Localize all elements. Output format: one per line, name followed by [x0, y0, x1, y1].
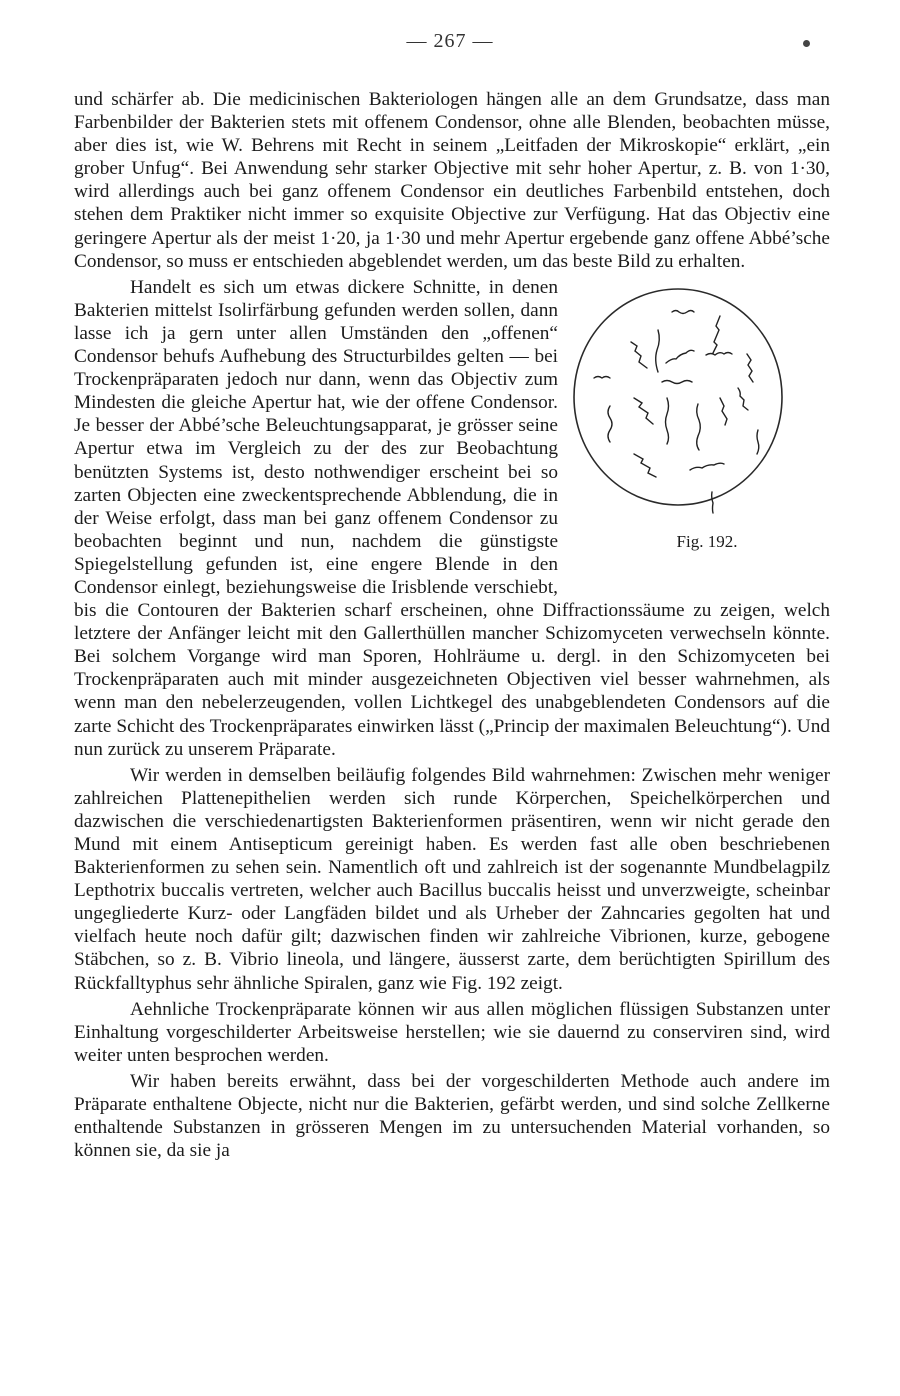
paragraph-2 [74, 276, 830, 761]
bacteria-micrograph-illustration [572, 286, 786, 526]
vibrio [634, 398, 653, 424]
vibrio [747, 354, 753, 382]
spirillum [697, 404, 701, 450]
spirillum [666, 350, 694, 363]
spirillum [713, 316, 720, 353]
spirillum [594, 376, 610, 378]
ink-speck [803, 40, 810, 47]
spirillum [706, 352, 732, 355]
vibrio [720, 398, 727, 425]
spirillum [608, 406, 612, 442]
spirillum [666, 398, 669, 444]
spirillum [690, 463, 724, 470]
spirillum [662, 380, 692, 383]
vibrio [656, 330, 660, 372]
vibrio [634, 454, 656, 477]
spirillum [672, 310, 694, 313]
vibrio [757, 430, 759, 454]
vibrio [738, 388, 748, 410]
figure-192 [572, 276, 834, 586]
vibrio [712, 492, 713, 513]
paragraph-5: Wir haben bereits erwähnt, dass bei der vorgeschilderten Methode auch andere im Präparate enthaltene Objecte, nicht nur die Bakterien, gefärbt werden, und sind solche Zellkerne enthaltende Substanzen in grösseren Mengen im zu untersuchenden Material vorhanden, so können sie, da sie ja [74, 1070, 830, 1162]
page-number: — 267 — [406, 30, 494, 52]
paragraph-4: Aehnliche Trockenpräparate können wir aus allen möglichen flüssigen Substanzen unter Einhaltung vorgeschilderter Arbeitsweise herstellen; wie sie dauernd zu conserviren sind, wird weiter unten besprochen werden. [74, 998, 830, 1066]
microscope-field-circle [574, 289, 782, 505]
paragraph-3: Wir werden in demselben beiläufig folgendes Bild wahrnehmen: Zwischen mehr weniger zahlreichen Plattenepithelien werden sich runde Körperchen, Speichelkörperchen und dazwischen die verschiedenartigsten Bakterienformen präsentiren, wenn wir nicht gerade den Mund mit einem Antisepticum gereinigt haben. Es werden fast alle oben beschriebenen Bakterienformen zu sehen sein. Namentlich oft und zahlreich ist der sogenannte Mundbelagpilz Lepthotrix buccalis vertreten, welcher auch Bacillus buccalis heisst und unverzweigte, scheinbar ungegliederte Kurz- oder Langfäden bildet und als Urheber der Zahncaries gegolten hat und vielfach heute noch dafür gilt; dazwischen finden wir zahlreiche Vibrionen, kurze, gebogene Stäbchen, so z. B. Vibrio lineola, und längere, äusserst zarte, dem berüchtigten Spirillum des Rückfalltyphus sehr ähnliche Spiralen, ganz wie Fig. 192 zeigt. [74, 764, 830, 994]
paragraph-2-text: Handelt es sich um etwas dickere Schnitte, in denen Bakterien mittelst Isolirfärbung gefunden werden sollen, dann lasse ich ja gern unter allen Umständen den „offenen“ Condensor behufs Aufhebung des Structurbildes gelten — bei Trockenpräparaten jedoch nur dann, wenn das Objectiv zum Mindesten die gleiche Apertur hat, wie der offene Condensor. Je besser der Abbé’sche Beleuchtungsapparat, je grösser seine Apertur etwa im Vergleich zu der des zur Beobachtung benützten Systems ist, desto nothwendiger erscheint bei so zarten Objecten eine zweckentsprechende Abblendung, die in der Weise erfolgt, dass man bei ganz offenem Condensor zu beobachten beginnt und nun, nachdem die günstigste Spiegelstellung gefunden ist, eine engere Blende in den Condensor einlegt, beziehungsweise die Irisblende verschiebt, bis die Contouren der Bakterien scharf erscheinen, ohne Diffractionssäume zu zeigen, welch letztere der Anfänger leicht mit den Gallerthüllen mancher Schizomyceten verwechseln könnte. Bei solchem Vorgange wird man Sporen, Hohlräume u. dergl. in den Schizomyceten bei Trockenpräparaten auch mit minder ausgezeichneten Objectiven viel besser wahrnehmen, als wenn man den nebelerzeugenden, vollen Lichtkegel des unabgeblendeten Condensors auf die zarte Schicht des Trockenpräparates einwirken lässt („Princip der maximalen Beleuchtung“). Und nun zurück zu unserem Präparate. [74, 276, 830, 760]
paragraph-1: und schärfer ab. Die medicinischen Bakteriologen hängen alle an dem Grundsatze, dass man Farbenbilder der Bakterien stets mit offenem Condensor, ohne alle Blenden, beobachten müsse, aber dies ist, wie W. Behrens mit Recht in seinem „Leitfaden der Mikroskopie“ erklärt, „ein grober Unfug“. Bei Anwendung sehr starker Objective mit sehr hoher Apertur, z. B. von 1·30, wird allerdings auch bei ganz offenem Condensor ein deutliches Farbenbild entstehen, doch stehen dem Praktiker nicht immer so exquisite Objective zur Verfügung. Hat das Objectiv eine geringere Apertur als der meist 1·20, ja 1·30 und mehr Apertur ergebende ganz offene Abbé’sche Condensor, so muss er entschieden abgeblendet werden, um das beste Bild zu erhalten. [74, 89, 830, 272]
vibrio [631, 342, 647, 368]
body-text [74, 88, 830, 1162]
figure-caption: Fig. 192. [676, 531, 738, 551]
